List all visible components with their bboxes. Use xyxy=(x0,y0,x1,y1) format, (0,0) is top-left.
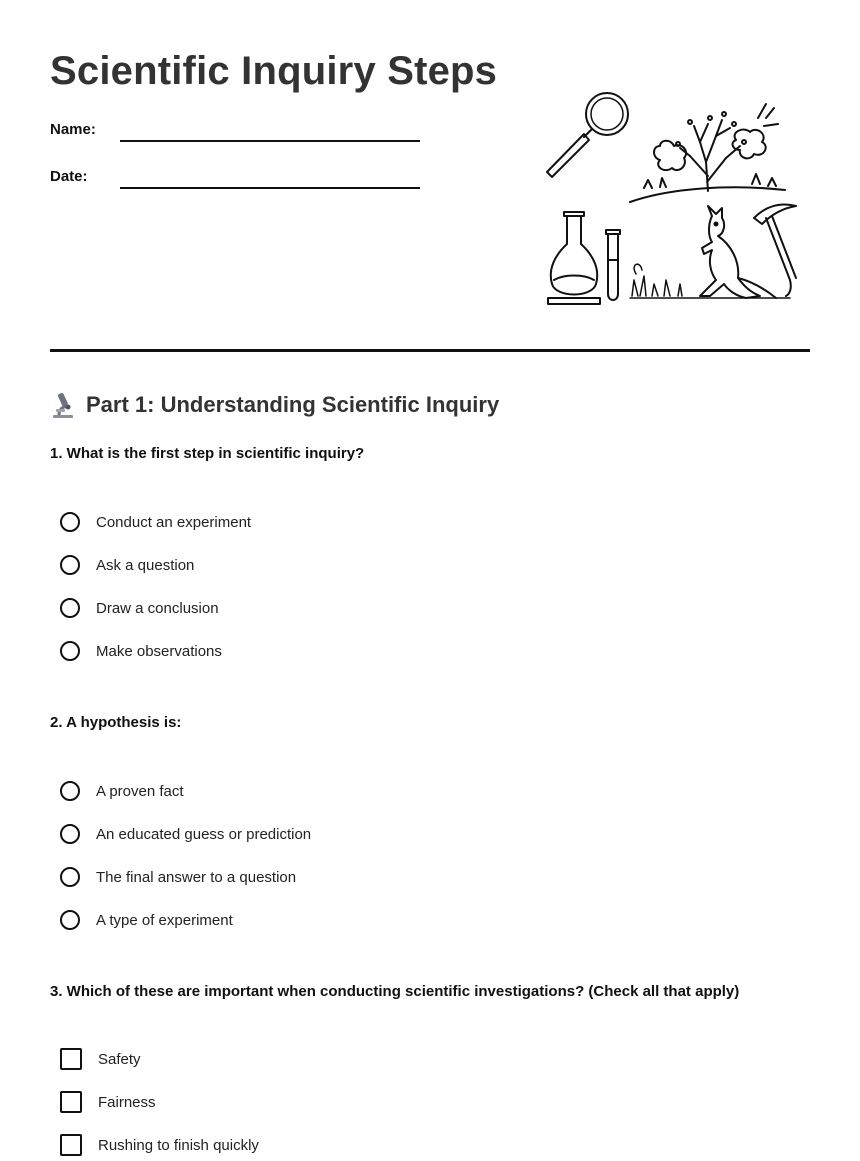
part1-heading xyxy=(50,388,499,422)
q1-option-2[interactable] xyxy=(60,552,194,578)
radio-button[interactable] xyxy=(60,781,80,801)
radio-button[interactable] xyxy=(60,641,80,661)
q2-option-1[interactable] xyxy=(60,778,184,804)
tree-icon xyxy=(630,104,785,202)
magnifying-glass-icon xyxy=(547,93,628,177)
test-tube-icon xyxy=(606,230,620,300)
name-field[interactable] xyxy=(50,117,420,147)
option-label: Draw a conclusion xyxy=(96,599,219,617)
q3-option-1[interactable] xyxy=(60,1046,141,1072)
q1-option-4[interactable] xyxy=(60,638,222,664)
option-label: An educated guess or prediction xyxy=(96,825,312,843)
science-illustration xyxy=(540,84,802,314)
radio-button[interactable] xyxy=(60,867,80,887)
option-label: Fairness xyxy=(98,1093,156,1111)
checkbox[interactable] xyxy=(60,1048,82,1070)
q1-option-1[interactable] xyxy=(60,509,251,535)
checkbox[interactable] xyxy=(60,1134,82,1156)
question-2-prompt: 2. A hypothesis is: xyxy=(50,714,182,731)
q2-option-2[interactable] xyxy=(60,821,311,847)
date-label: Date: xyxy=(50,168,88,185)
date-field[interactable] xyxy=(50,164,420,194)
q3-option-3[interactable] xyxy=(60,1132,259,1158)
flask-icon xyxy=(548,212,600,304)
kangaroo-icon xyxy=(700,206,776,298)
option-label: A proven fact xyxy=(96,782,184,800)
radio-button[interactable] xyxy=(60,512,80,532)
radio-button[interactable] xyxy=(60,910,80,930)
option-label: Ask a question xyxy=(96,556,195,574)
radio-button[interactable] xyxy=(60,824,80,844)
option-label: Make observations xyxy=(96,642,222,660)
header-divider xyxy=(50,349,810,352)
name-line[interactable] xyxy=(120,140,420,142)
option-label: The final answer to a question xyxy=(96,868,297,886)
option-label: Safety xyxy=(98,1050,141,1068)
option-label: A type of experiment xyxy=(96,911,233,929)
radio-button[interactable] xyxy=(60,598,80,618)
date-line[interactable] xyxy=(120,187,420,189)
part1-title: Part 1: Understanding Scientific Inquiry xyxy=(86,392,500,417)
question-1-prompt: 1. What is the first step in scientific inquiry? xyxy=(50,445,365,462)
pickaxe-icon xyxy=(754,205,796,297)
name-label: Name: xyxy=(50,121,96,138)
page-title: Scientific Inquiry Steps xyxy=(50,49,498,93)
option-label: Conduct an experiment xyxy=(96,513,252,531)
question-3-prompt: 3. Which of these are important when conducting scientific investigations? (Check all that apply) xyxy=(50,983,740,1000)
q2-option-4[interactable] xyxy=(60,907,233,933)
q2-option-3[interactable] xyxy=(60,864,296,890)
q1-option-3[interactable] xyxy=(60,595,219,621)
option-label: Rushing to finish quickly xyxy=(98,1136,259,1154)
q3-option-2[interactable] xyxy=(60,1089,156,1115)
microscope-icon xyxy=(50,391,76,419)
checkbox[interactable] xyxy=(60,1091,82,1113)
radio-button[interactable] xyxy=(60,555,80,575)
